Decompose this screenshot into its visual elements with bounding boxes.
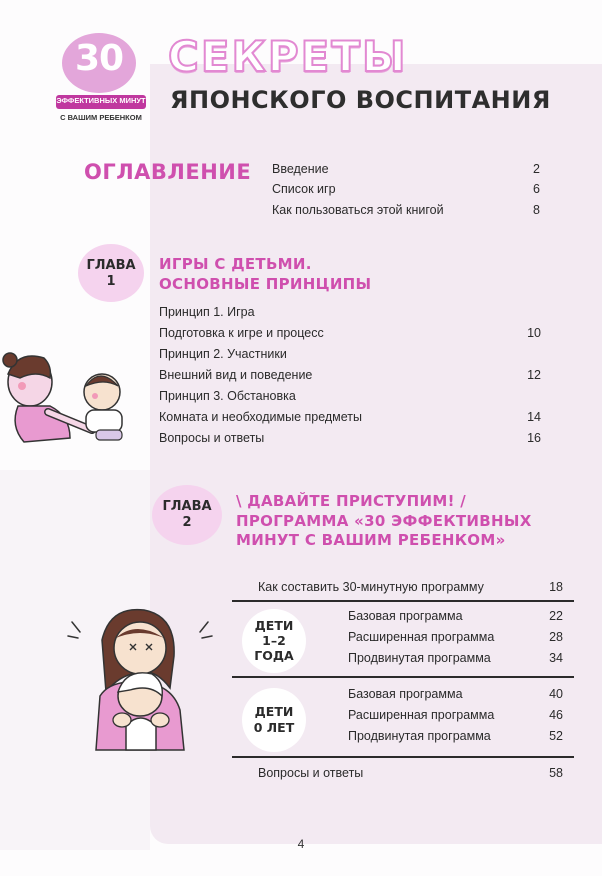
toc-item-label[interactable]: Введение (272, 162, 329, 176)
age-group-1-line2: 1–2 (262, 633, 286, 648)
chapter-1-item-page: 14 (527, 410, 541, 424)
chapter-1-item-page: 12 (527, 368, 541, 382)
age-group-1-item-page: 22 (549, 609, 563, 623)
chapter-1-item-label[interactable]: Принцип 1. Игра (159, 305, 255, 319)
chapter-2-badge-line2: 2 (182, 515, 192, 530)
toc-item-label[interactable]: Как пользоваться этой книгой (272, 203, 444, 217)
chapter-1-item-page: 16 (527, 431, 541, 445)
chapter-2-title-line1: \ ДАВАЙТЕ ПРИСТУПИМ! / (236, 492, 467, 510)
age-group-2-item-label[interactable]: Продвинутая программа (348, 729, 491, 743)
toc-heading: ОГЛАВЛЕНИЕ (84, 160, 252, 184)
chapter-1-item-label[interactable]: Внешний вид и поведение (159, 368, 313, 382)
chapter-2-intro-page: 18 (549, 580, 563, 594)
section-divider (232, 600, 574, 602)
chapter-2-qa-label[interactable]: Вопросы и ответы (258, 766, 364, 780)
logo-band-text: ЭФФЕКТИВНЫХ МИНУТ (56, 96, 146, 105)
chapter-1-title-line2: ОСНОВНЫЕ ПРИНЦИПЫ (159, 275, 372, 293)
mother-hugging-child-illustration (60, 600, 220, 760)
chapter-1-item-page: 10 (527, 326, 541, 340)
chapter-1-badge-line2: 1 (106, 274, 116, 289)
section-divider (232, 676, 574, 678)
age-group-1-item-label[interactable]: Продвинутая программа (348, 651, 491, 665)
age-group-1-line1: ДЕТИ (254, 618, 294, 633)
chapter-1-item-label[interactable]: Подготовка к игре и процесс (159, 326, 324, 340)
age-group-1-item-page: 28 (549, 630, 563, 644)
chapter-1-item-label[interactable]: Принцип 3. Обстановка (159, 389, 296, 403)
age-group-1-line3: ГОДА (254, 648, 294, 663)
page-number: 4 (297, 837, 305, 851)
chapter-1-item-label[interactable]: Вопросы и ответы (159, 431, 265, 445)
age-group-2-line2: 0 ЛЕТ (253, 720, 295, 735)
chapter-2-qa-page: 58 (549, 766, 563, 780)
age-group-1-item-label[interactable]: Базовая программа (348, 609, 463, 623)
age-group-1-item-label[interactable]: Расширенная программа (348, 630, 495, 644)
chapter-1-badge-line1: ГЛАВА (86, 258, 136, 273)
mother-baby-illustration (0, 330, 140, 450)
age-group-2-item-page: 46 (549, 708, 563, 722)
age-group-2-item-page: 52 (549, 729, 563, 743)
toc-item-page: 6 (533, 182, 540, 196)
logo-number: 30 (74, 38, 124, 79)
book-title: СЕКРЕТЫ (168, 32, 408, 81)
chapter-2-intro-label[interactable]: Как составить 30-минутную программу (258, 580, 484, 594)
age-group-2-item-page: 40 (549, 687, 563, 701)
chapter-2-badge-line1: ГЛАВА (162, 499, 212, 514)
chapter-1-title-line1: ИГРЫ С ДЕТЬМИ. (159, 255, 312, 273)
toc-item-page: 8 (533, 203, 540, 217)
age-group-2-item-label[interactable]: Расширенная программа (348, 708, 495, 722)
logo-subtitle: С ВАШИМ РЕБЕНКОМ (60, 113, 142, 122)
toc-item-page: 2 (533, 162, 540, 176)
book-subtitle: ЯПОНСКОГО ВОСПИТАНИЯ (170, 86, 551, 114)
section-divider (232, 756, 574, 758)
chapter-1-item-label[interactable]: Комната и необходимые предметы (159, 410, 363, 424)
chapter-2-title-line2: ПРОГРАММА «30 ЭФФЕКТИВНЫХ (236, 512, 532, 530)
age-group-1-item-page: 34 (549, 651, 563, 665)
chapter-1-item-label[interactable]: Принцип 2. Участники (159, 347, 287, 361)
age-group-2-item-label[interactable]: Базовая программа (348, 687, 463, 701)
toc-item-label[interactable]: Список игр (272, 182, 336, 196)
age-group-2-line1: ДЕТИ (254, 704, 294, 719)
chapter-2-title-line3: МИНУТ С ВАШИМ РЕБЕНКОМ» (236, 531, 506, 549)
